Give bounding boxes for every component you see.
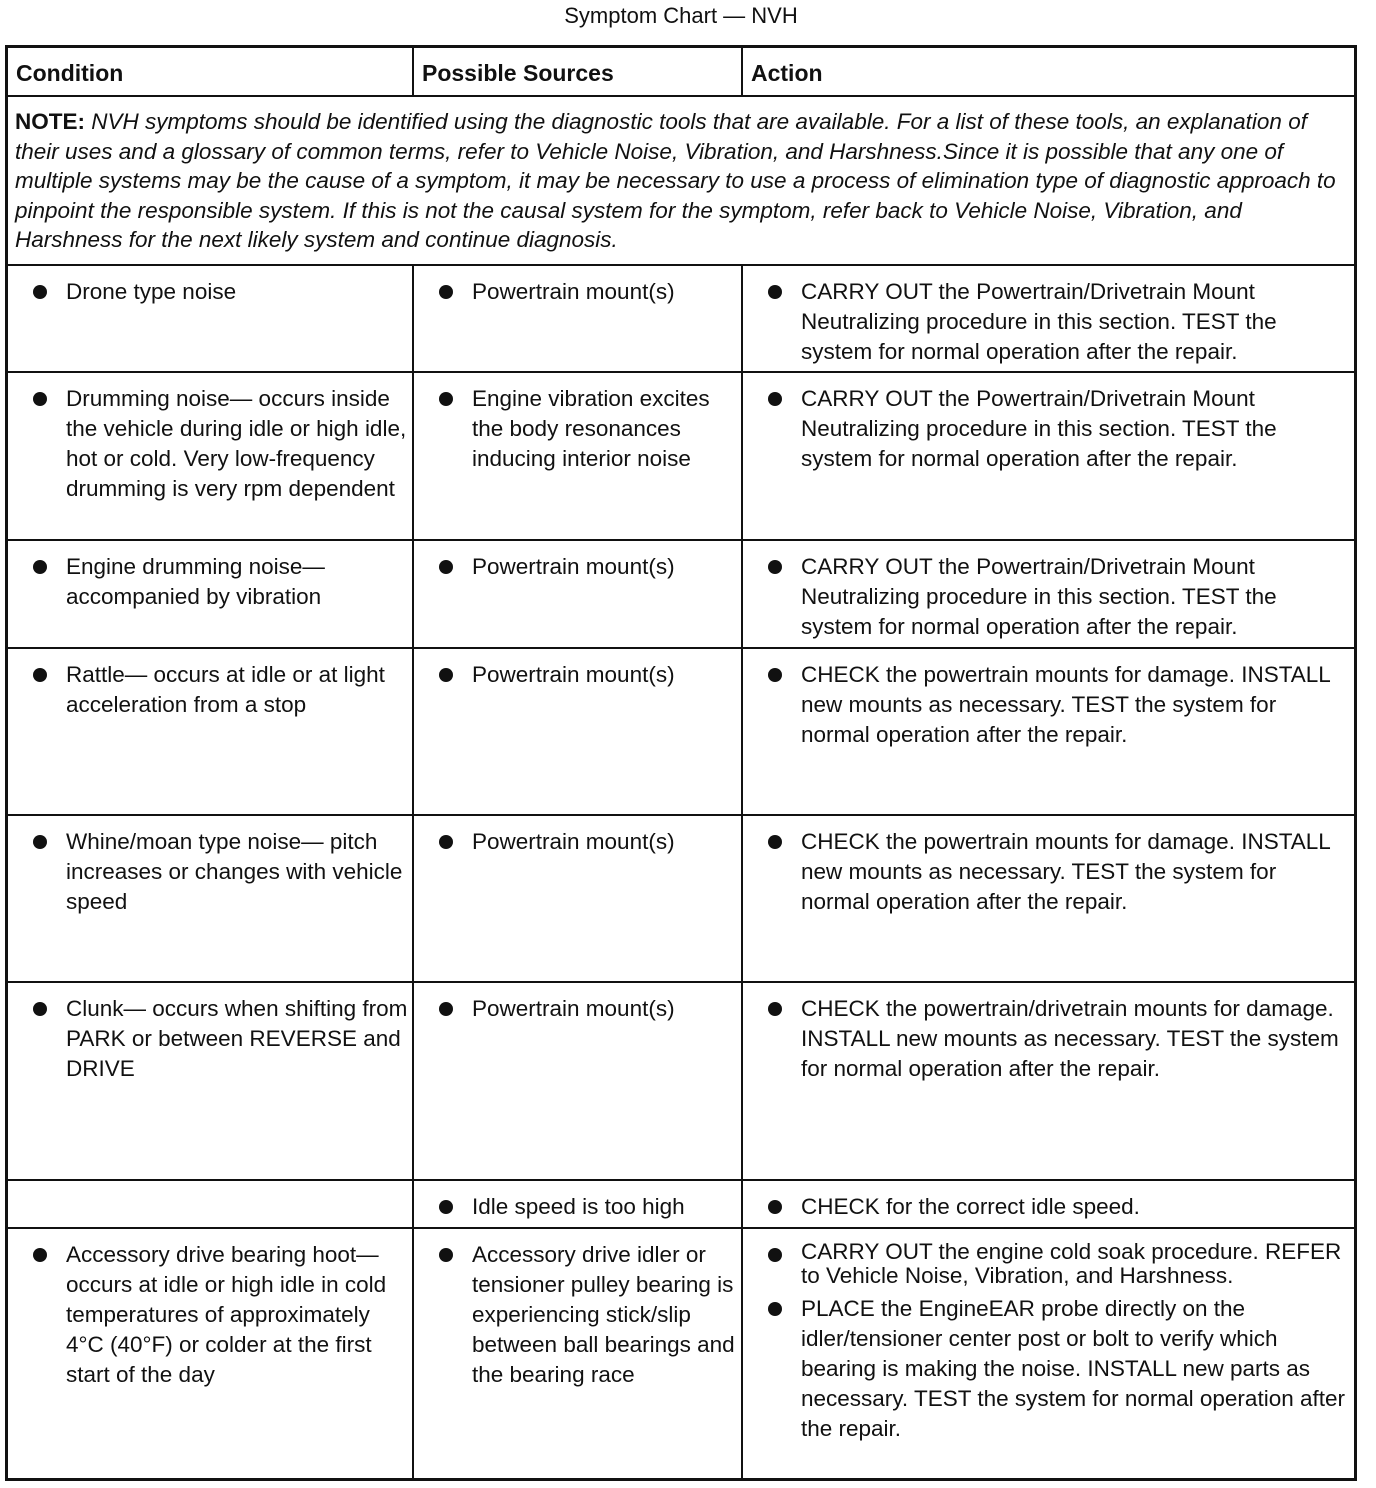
page-title: Symptom Chart — NVH <box>564 3 798 28</box>
bullet-icon <box>439 668 453 682</box>
bullet-icon <box>33 1248 47 1262</box>
condition-text: Drumming noise— occurs inside the vehicle during idle or high idle, hot or cold. Very low-frequency drumming is very rpm dependent <box>66 386 407 501</box>
action-text: CHECK the powertrain mounts for damage. INSTALL new mounts as necessary. TEST the system for normal operation after the repair. <box>801 662 1330 747</box>
action-text: CARRY OUT the Powertrain/Drivetrain Mount Neutralizing procedure in this section. TEST the system for normal operation after the repair. <box>801 554 1277 639</box>
bullet-icon <box>439 392 453 406</box>
header-action: Action <box>743 48 1354 97</box>
note-cell <box>8 97 1354 266</box>
symptom-table <box>5 45 1357 1481</box>
bullet-icon <box>33 560 47 574</box>
action-text: CHECK the powertrain/drivetrain mounts for damage. INSTALL new mounts as necessary. TEST the system for normal operation after the repair. <box>801 996 1339 1081</box>
condition-cell <box>8 266 414 373</box>
bullet-icon <box>33 285 47 299</box>
source-cell <box>414 541 743 649</box>
bullet-icon <box>439 1002 453 1016</box>
action-cell <box>743 266 1354 373</box>
bullet-icon <box>768 285 782 299</box>
action-cell <box>743 541 1354 649</box>
condition-text: Accessory drive bearing hoot— occurs at idle or high idle in cold temperatures of approximately 4°C (40°F) or colder at the first start of the day <box>66 1242 387 1387</box>
note-text: NVH symptoms should be identified using the diagnostic tools that are available. For a list of these tools, an explanation of their uses and a glossary of common terms, refer to Vehicle Noise, Vibration, and Harshness.Since it is possible that any one of multiple systems may be the cause of a symptom, it may be necessary to use a process of elimination type of diagnostic approach to pinpoint the responsible system. If this is not the causal system for the symptom, refer back to Vehicle Noise, Vibration, and Harshness for the next likely system and continue diagnosis. <box>15 109 1336 252</box>
source-cell <box>414 1229 743 1478</box>
action-cell <box>743 816 1354 983</box>
bullet-icon <box>439 560 453 574</box>
condition-text: Rattle— occurs at idle or at light acceleration from a stop <box>66 662 385 717</box>
bullet-icon <box>768 668 782 682</box>
source-text: Idle speed is too high <box>472 1194 685 1219</box>
bullet-icon <box>768 835 782 849</box>
source-cell <box>414 816 743 983</box>
header-possible-sources: Possible Sources <box>414 48 743 97</box>
condition-cell <box>8 983 414 1181</box>
bullet-icon <box>768 1002 782 1016</box>
condition-text: Engine drumming noise— accompanied by vibration <box>66 554 325 609</box>
source-cell <box>414 373 743 541</box>
condition-cell <box>8 541 414 649</box>
action-text: CHECK the powertrain mounts for damage. INSTALL new mounts as necessary. TEST the system for normal operation after the repair. <box>801 829 1330 914</box>
header-condition: Condition <box>8 48 414 97</box>
bullet-icon <box>439 285 453 299</box>
source-text: Powertrain mount(s) <box>472 829 675 854</box>
bullet-icon <box>768 1248 782 1262</box>
source-text: Powertrain mount(s) <box>472 996 675 1021</box>
bullet-icon <box>768 560 782 574</box>
condition-cell <box>8 373 414 541</box>
action-cell <box>743 983 1354 1181</box>
bullet-icon <box>439 1248 453 1262</box>
bullet-icon <box>33 392 47 406</box>
action-cell <box>743 373 1354 541</box>
condition-cell <box>8 1229 414 1478</box>
bullet-icon <box>439 835 453 849</box>
source-cell <box>414 1181 743 1229</box>
source-text: Powertrain mount(s) <box>472 554 675 579</box>
bullet-icon <box>768 392 782 406</box>
note-label: NOTE: <box>15 109 85 134</box>
action-text: CARRY OUT the Powertrain/Drivetrain Mount Neutralizing procedure in this section. TEST the system for normal operation after the repair. <box>801 279 1277 364</box>
action-text: CARRY OUT the Powertrain/Drivetrain Mount Neutralizing procedure in this section. TEST the system for normal operation after the repair. <box>801 386 1277 471</box>
source-cell <box>414 266 743 373</box>
source-text: Powertrain mount(s) <box>472 662 675 687</box>
bullet-icon <box>33 1002 47 1016</box>
bullet-icon <box>768 1200 782 1214</box>
action-text: PLACE the EngineEAR probe directly on the idler/tensioner center post or bolt to verify which bearing is making the noise. INSTALL new parts as necessary. TEST the system for normal operation after the repair. <box>801 1296 1345 1441</box>
condition-cell <box>8 649 414 816</box>
source-text: Powertrain mount(s) <box>472 279 675 304</box>
condition-text: Whine/moan type noise— pitch increases or changes with vehicle speed <box>66 829 403 914</box>
source-text: Accessory drive idler or tensioner pulley bearing is experiencing stick/slip between ball bearings and the bearing race <box>472 1242 735 1387</box>
action-cell <box>743 1181 1354 1229</box>
bullet-icon <box>33 835 47 849</box>
action-cell <box>743 649 1354 816</box>
action-text: CARRY OUT the engine cold soak procedure. REFER to Vehicle Noise, Vibration, and Harshness. <box>801 1239 1342 1288</box>
source-cell <box>414 983 743 1181</box>
bullet-icon <box>768 1302 782 1316</box>
bullet-icon <box>439 1200 453 1214</box>
condition-text: Clunk— occurs when shifting from PARK or between REVERSE and DRIVE <box>66 996 408 1081</box>
condition-cell-empty <box>8 1181 414 1229</box>
condition-text: Drone type noise <box>66 279 237 304</box>
condition-cell <box>8 816 414 983</box>
action-text: CHECK for the correct idle speed. <box>801 1194 1140 1219</box>
source-cell <box>414 649 743 816</box>
source-text: Engine vibration excites the body resonances inducing interior noise <box>472 386 710 471</box>
bullet-icon <box>33 668 47 682</box>
action-cell <box>743 1229 1354 1478</box>
